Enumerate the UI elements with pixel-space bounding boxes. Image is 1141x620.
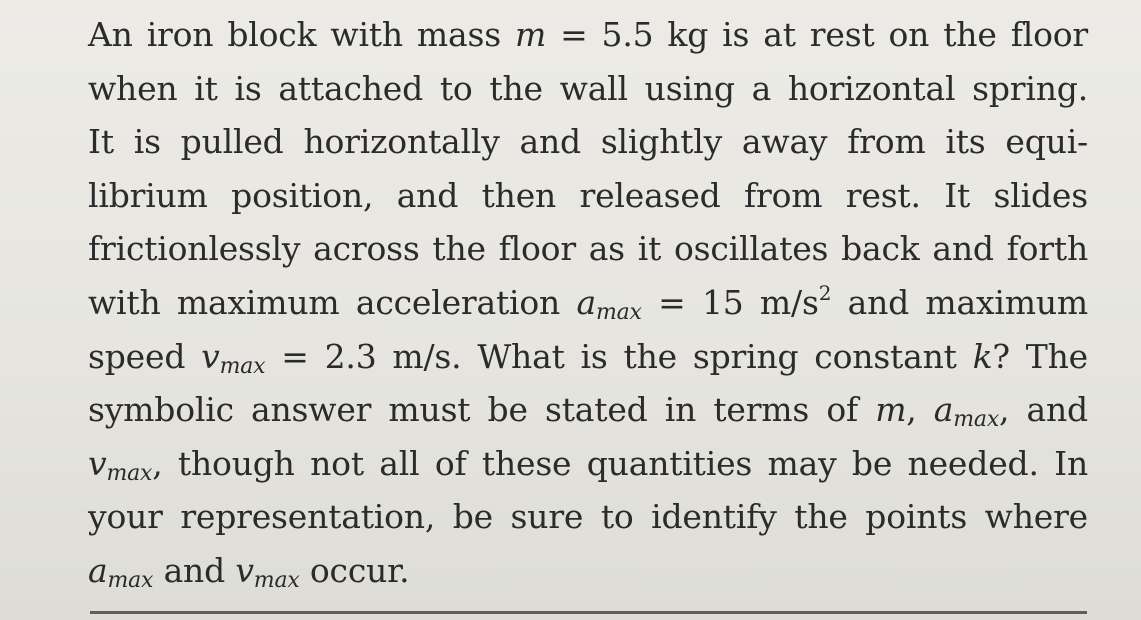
text-segment: It is pulled horizontally and slightly away from its equi- bbox=[88, 122, 1088, 162]
problem-line-1 bbox=[88, 8, 1088, 62]
variable-m: m bbox=[514, 15, 547, 54]
subscript-max: max bbox=[106, 460, 153, 486]
subscript-max: max bbox=[253, 567, 300, 593]
subscript-max: max bbox=[953, 407, 1000, 433]
problem-line-2 bbox=[88, 62, 1088, 116]
text-segment: = 2.3 m/s. What is the spring constant bbox=[265, 336, 973, 376]
problem-line-9 bbox=[88, 437, 1088, 491]
subscript-max: max bbox=[107, 567, 154, 593]
problem-line-11 bbox=[88, 544, 1088, 598]
superscript-2: 2 bbox=[818, 280, 832, 305]
text-segment: = 5.5 kg is at rest on the floor bbox=[546, 15, 1088, 54]
problem-statement bbox=[88, 8, 1088, 598]
text-segment: frictionlessly across the floor as it oscillates back and forth bbox=[88, 229, 1088, 269]
problem-line-10 bbox=[88, 490, 1088, 544]
text-segment: when it is attached to the wall using a horizontal spring. bbox=[88, 68, 1088, 108]
text-segment: An iron block with mass bbox=[88, 15, 515, 54]
text-segment: and bbox=[153, 550, 236, 590]
text-segment: speed bbox=[88, 336, 202, 376]
text-segment: ? The bbox=[992, 336, 1088, 376]
text-segment: occur. bbox=[299, 550, 410, 590]
text-segment: , bbox=[906, 390, 934, 430]
text-segment: and maximum bbox=[831, 282, 1088, 322]
text-segment: symbolic answer must be stated in terms of bbox=[88, 390, 876, 430]
text-segment: with maximum acceleration bbox=[88, 282, 577, 322]
variable-v: v bbox=[88, 443, 107, 483]
problem-line-8 bbox=[88, 383, 1088, 437]
problem-line-7 bbox=[88, 330, 1088, 384]
problem-line-4 bbox=[88, 169, 1088, 223]
variable-m: m bbox=[875, 390, 907, 430]
variable-a: a bbox=[576, 282, 596, 322]
variable-a: a bbox=[933, 390, 954, 430]
text-segment: , though not all of these quantities may be needed. In bbox=[152, 443, 1088, 483]
problem-line-6 bbox=[88, 276, 1088, 330]
variable-a: a bbox=[88, 550, 108, 590]
text-segment: , and bbox=[999, 390, 1088, 430]
problem-line-5 bbox=[88, 222, 1088, 276]
variable-v: v bbox=[201, 336, 220, 376]
variable-k: k bbox=[972, 336, 993, 376]
subscript-max: max bbox=[219, 353, 266, 379]
variable-v: v bbox=[235, 550, 254, 590]
separator-rule bbox=[90, 611, 1087, 614]
text-segment: = 15 m/s bbox=[641, 282, 819, 322]
subscript-max: max bbox=[595, 299, 642, 325]
problem-line-3 bbox=[88, 115, 1088, 169]
text-segment: your representation, be sure to identify the points where bbox=[88, 497, 1088, 537]
text-segment: librium position, and then released from rest. It slides bbox=[88, 175, 1088, 215]
